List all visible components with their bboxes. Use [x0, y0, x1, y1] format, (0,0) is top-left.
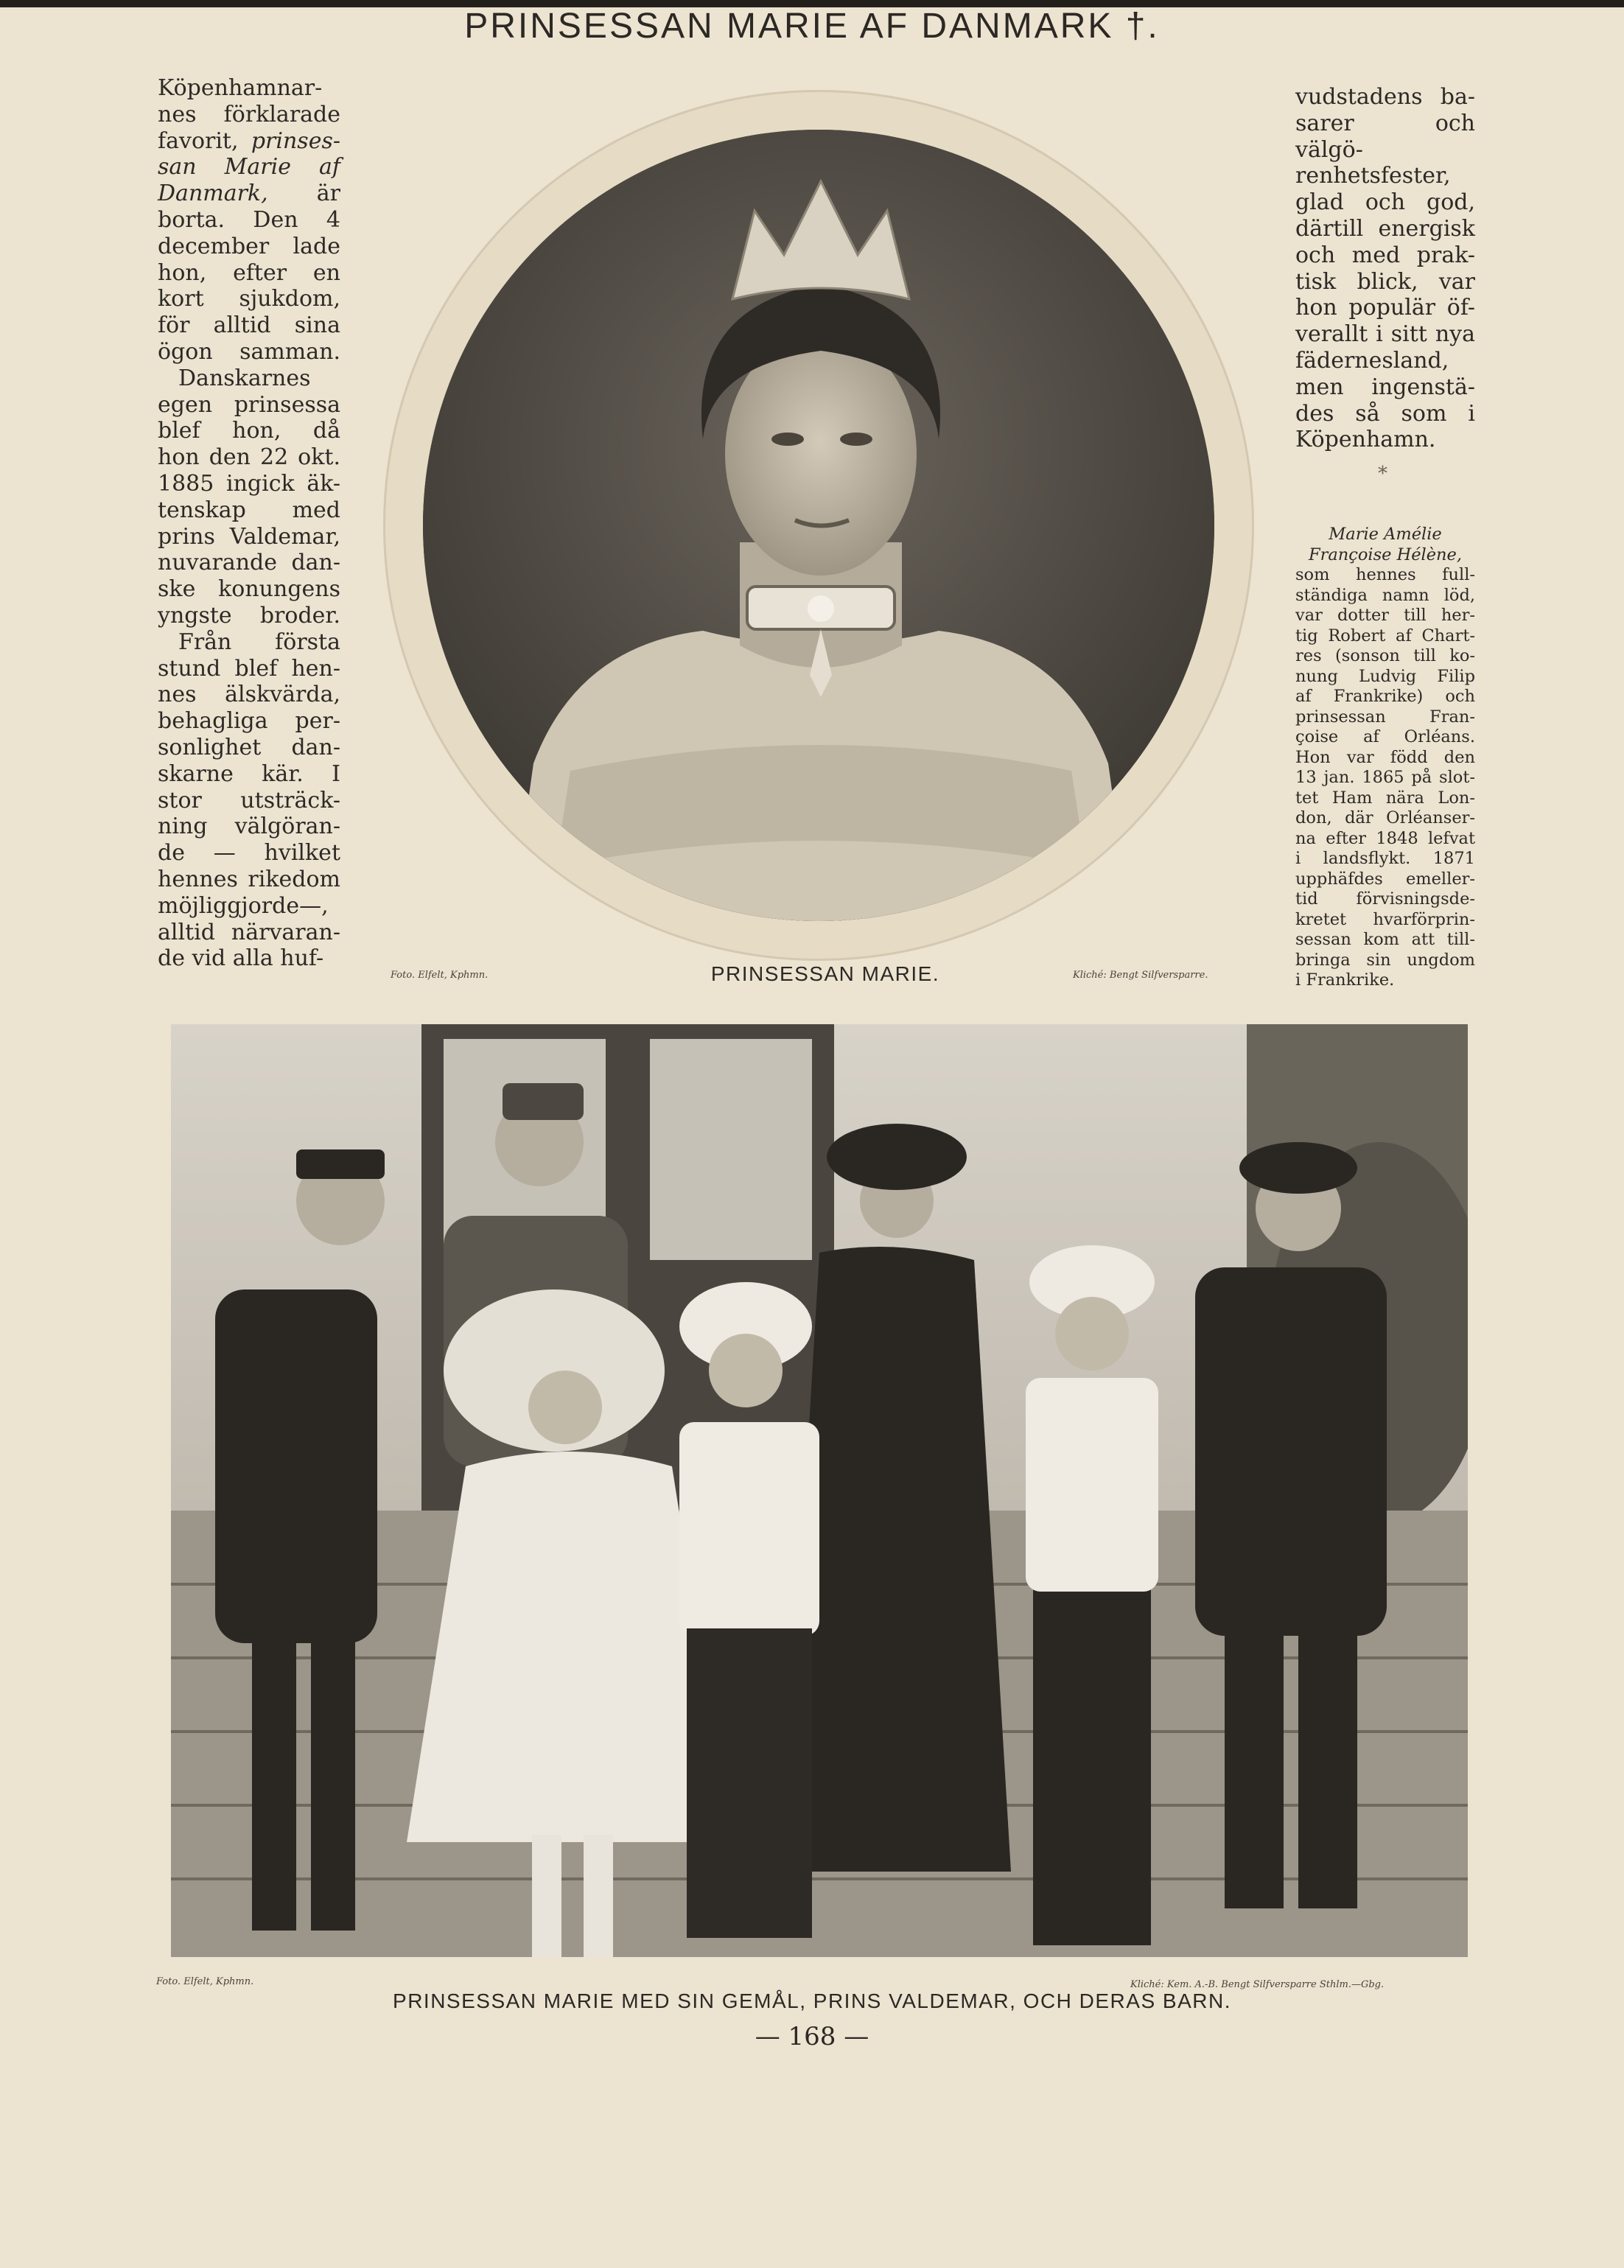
text-line — [1295, 889, 1475, 910]
text-run: borta. Den 4 — [158, 206, 340, 233]
text-line — [1295, 348, 1475, 374]
text-run: na efter 1848 lefvat — [1295, 828, 1475, 848]
text-line — [158, 893, 340, 920]
text-run: nuvarande dan- — [158, 550, 340, 576]
text-line — [1295, 727, 1475, 748]
text-run: sonlighet dan- — [158, 734, 340, 760]
portrait-caption: PRINSESSAN MARIE. — [710, 962, 940, 985]
text-line — [1295, 525, 1475, 545]
text-line — [1295, 84, 1475, 111]
text-run: hon populär öf- — [1295, 295, 1475, 321]
text-line — [158, 75, 340, 102]
text-line — [158, 312, 340, 339]
group-photo-credit: Foto. Elfelt, Kphmn. — [156, 1976, 254, 1987]
text-run: ske konungens — [158, 576, 340, 603]
text-line — [158, 524, 340, 550]
text-line — [1295, 606, 1475, 626]
text-line — [1295, 748, 1475, 769]
portrait-illustration — [423, 130, 1214, 921]
text-line — [158, 339, 340, 365]
text-run: çoise af Orléans. — [1295, 727, 1475, 746]
text-line — [158, 708, 340, 735]
section-separator: * — [1378, 463, 1387, 485]
text-line — [158, 497, 340, 524]
text-line — [1295, 910, 1475, 931]
text-run: sarer och välgö- — [1295, 110, 1475, 163]
text-run: ning välgöran- — [158, 813, 340, 840]
text-run: nes förklarade — [158, 101, 340, 127]
text-line — [1295, 626, 1475, 647]
text-line — [158, 418, 340, 444]
text-line — [158, 788, 340, 814]
text-run: december lade — [158, 233, 340, 259]
text-line — [158, 813, 340, 840]
text-run: ögon samman. — [158, 338, 340, 365]
text-run: upphäfdes emeller- — [1295, 869, 1475, 889]
text-line — [1295, 374, 1475, 401]
text-run: sessan kom att till- — [1295, 930, 1475, 949]
text-line — [158, 260, 340, 287]
text-run: som hennes full- — [1295, 565, 1475, 584]
text-run: behagliga per- — [158, 708, 340, 735]
text-run: tenskap med — [158, 497, 340, 523]
text-line — [158, 181, 340, 207]
portrait-photo-credit: Foto. Elfelt, Kphmn. — [391, 970, 489, 981]
text-run: hon den 22 okt. — [158, 444, 340, 471]
text-line — [158, 550, 340, 576]
text-line — [158, 629, 340, 656]
text-run: egen prinsessa — [158, 391, 340, 418]
text-run: prins Valdemar, — [158, 523, 340, 550]
text-line — [1295, 869, 1475, 890]
text-run: de — hvilket — [158, 840, 340, 867]
italic-run: san Marie af — [158, 154, 340, 181]
right-text-column-top — [1295, 84, 1475, 453]
text-line — [1295, 707, 1475, 728]
text-line — [1295, 930, 1475, 951]
text-line — [158, 735, 340, 761]
text-run: för alltid sina — [158, 312, 340, 339]
text-run: stund blef hen- — [158, 655, 340, 682]
text-run: Köpenhamnar- — [158, 75, 323, 101]
text-run: men ingenstä- — [1295, 374, 1475, 400]
text-line — [1295, 808, 1475, 829]
text-run: prinsessan Fran- — [1295, 707, 1475, 727]
text-run: tig Robert af Chart- — [1295, 626, 1475, 645]
text-run: alltid närvaran- — [158, 919, 340, 945]
text-line — [1295, 586, 1475, 606]
text-line — [158, 603, 340, 629]
text-run: fädernesland, — [1295, 347, 1449, 374]
text-run: och med prak- — [1295, 242, 1475, 268]
text-run: ständiga namn löd, — [1295, 585, 1475, 605]
text-line — [1295, 401, 1475, 427]
text-run: hennes rikedom — [158, 866, 340, 892]
italic-run: Danmark, — [158, 181, 268, 207]
text-run: de vid alla huf- — [158, 945, 324, 972]
text-run: tid förvisningsde- — [1295, 889, 1475, 909]
text-line — [158, 840, 340, 867]
text-line — [158, 365, 340, 392]
text-run: verallt i sitt nya — [1295, 321, 1475, 348]
text-run: yngste broder. — [158, 602, 340, 629]
italic-run: Marie Amélie — [1329, 525, 1442, 544]
text-run: stor utsträck- — [158, 787, 340, 813]
text-line — [1295, 163, 1475, 189]
text-line — [158, 207, 340, 234]
family-group-illustration — [171, 1024, 1468, 1957]
text-line — [1295, 565, 1475, 586]
text-line — [1295, 951, 1475, 971]
text-run: af Frankrike) och — [1295, 687, 1475, 706]
text-run: nung Ludvig Filip — [1295, 666, 1475, 686]
text-run: tet Ham nära Lon- — [1295, 788, 1475, 808]
group-photo-cliche-credit: Kliché: Kem. A.-B. Bengt Silfversparre Sthlm.—Gbg. — [1130, 1979, 1385, 1990]
text-line — [1295, 788, 1475, 809]
text-run: var dotter till her- — [1295, 606, 1475, 625]
text-run: kort sjukdom, — [158, 286, 340, 312]
text-line — [1295, 242, 1475, 269]
group-photo-caption: PRINSESSAN MARIE MED SIN GEMÅL, PRINS VALDEMAR, OCH DERAS BARN. — [393, 1989, 1231, 2012]
text-line — [158, 234, 340, 260]
text-run: i Frankrike. — [1295, 970, 1395, 990]
page-number: — 168 — — [755, 2022, 869, 2051]
text-run: 1885 ingick äk- — [158, 470, 340, 497]
text-run: renhetsfester, — [1295, 163, 1451, 189]
text-line — [158, 471, 340, 497]
text-line — [158, 128, 340, 155]
text-run: blef hon, då — [158, 418, 340, 444]
text-run: skarne kär. I — [158, 760, 340, 787]
text-run: glad och god, — [1295, 189, 1475, 216]
text-line — [158, 945, 340, 972]
italic-run: prinses- — [251, 127, 340, 154]
left-text-column — [158, 75, 340, 972]
text-run: des så som i — [1295, 400, 1475, 427]
text-run: hon, efter en — [158, 259, 340, 286]
text-line — [1295, 545, 1475, 566]
text-line — [158, 920, 340, 946]
italic-run: Françoise Hélène, — [1308, 545, 1463, 564]
text-run: Från första — [178, 629, 340, 655]
text-run: därtill energisk — [1295, 215, 1475, 242]
right-text-column-small — [1295, 525, 1475, 991]
text-run: Danskarnes — [178, 365, 311, 391]
text-line — [1295, 829, 1475, 850]
text-run: i landsflykt. 1871 — [1295, 849, 1475, 868]
page-headline: PRINSESSAN MARIE AF DANMARK †. — [464, 7, 1160, 46]
text-run: Hon var född den — [1295, 747, 1475, 767]
text-line — [1295, 687, 1475, 707]
text-line — [158, 102, 340, 128]
text-line — [1295, 970, 1475, 991]
text-line — [1295, 427, 1475, 453]
text-run: favorit, — [158, 127, 251, 154]
text-run: res (sonson till ko- — [1295, 646, 1475, 665]
text-line — [1295, 295, 1475, 321]
text-run: är — [267, 181, 340, 207]
text-run: vudstadens ba- — [1295, 84, 1475, 110]
text-line — [1295, 849, 1475, 869]
text-line — [158, 761, 340, 788]
text-run: bringa sin ungdom — [1295, 950, 1475, 970]
text-line — [1295, 321, 1475, 348]
text-run: möjliggjorde—, — [158, 892, 329, 919]
text-line — [1295, 189, 1475, 216]
portrait-photo — [423, 130, 1214, 921]
text-line — [158, 286, 340, 312]
text-line — [158, 576, 340, 603]
text-line — [158, 656, 340, 682]
text-run: tisk blick, var — [1295, 268, 1475, 295]
family-group-photo — [171, 1024, 1468, 1957]
text-line — [1295, 216, 1475, 242]
text-line — [1295, 768, 1475, 788]
text-line — [1295, 646, 1475, 667]
text-run: don, där Orléanser- — [1295, 808, 1475, 827]
text-line — [1295, 667, 1475, 687]
text-run: Köpenhamn. — [1295, 427, 1436, 453]
text-line — [158, 682, 340, 708]
text-run: kretet hvarförprin- — [1295, 909, 1475, 929]
portrait-cliche-credit: Kliché: Bengt Silfversparre. — [1073, 970, 1208, 981]
text-line — [158, 444, 340, 471]
text-line — [158, 867, 340, 893]
text-run: nes älskvärda, — [158, 682, 340, 708]
text-run: 13 jan. 1865 på slot- — [1295, 768, 1475, 787]
text-line — [158, 154, 340, 181]
text-line — [158, 392, 340, 419]
text-line — [1295, 111, 1475, 164]
text-line — [1295, 269, 1475, 295]
